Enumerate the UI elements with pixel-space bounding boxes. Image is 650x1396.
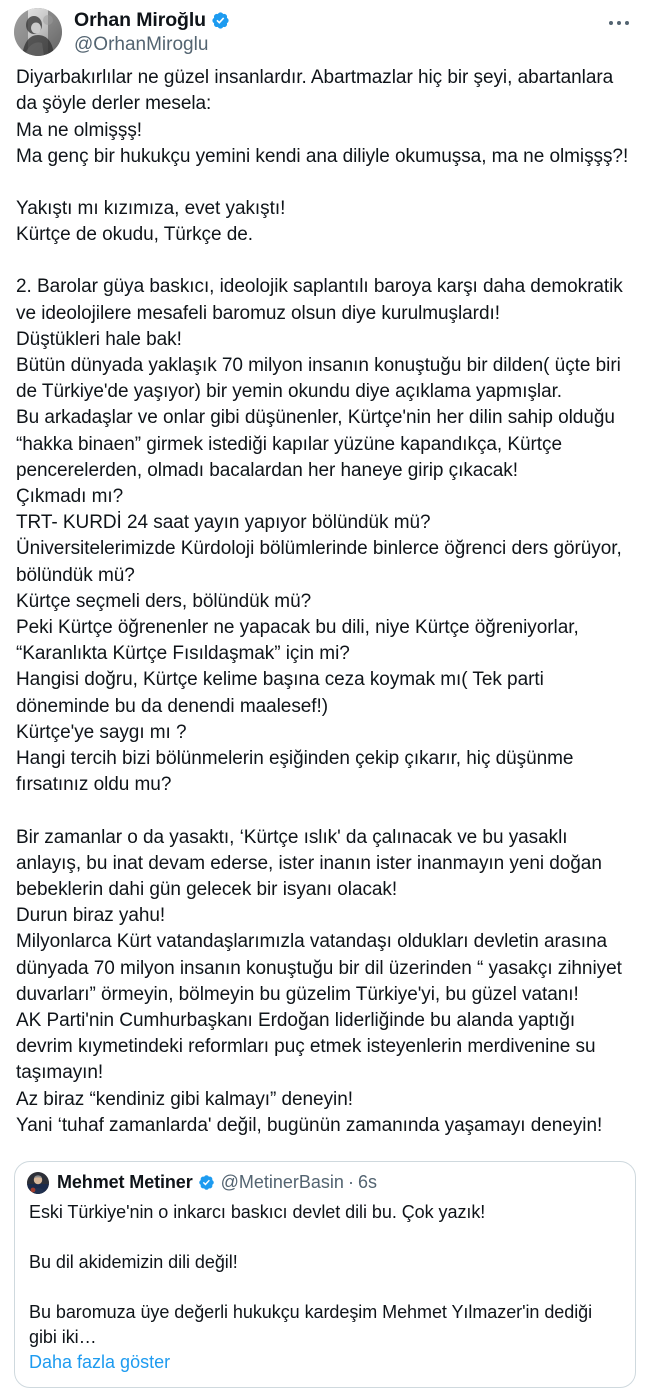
more-dot <box>617 21 621 25</box>
tweet-paragraph <box>16 196 634 248</box>
avatar-photo <box>14 8 62 56</box>
tweet-line: Az biraz “kendiniz gibi kalmayı” deneyin! <box>16 1088 353 1110</box>
quoted-separator: · <box>347 1172 354 1193</box>
quoted-display-name[interactable]: Mehmet Metiner <box>57 1172 193 1193</box>
author-name-row <box>74 9 230 31</box>
tweet-line: Peki Kürtçe öğrenenler ne yapacak bu dili, niye Kürtçe öğreniyorlar, “Karanlıkta Kürtçe Fısıldaşmak” için mi? <box>16 617 579 665</box>
more-dot <box>625 21 629 25</box>
tweet-line: Bu arkadaşlar ve onlar gibi düşünenler, Kürtçe'nin her dilin sahip olduğu “hakka binaen” girmek istediği kapılar yüzüne kapandıkça, Kürtçe pencerelerden, olmadı bacalardan her haneye girip çıkacak! <box>16 407 615 481</box>
verified-badge-icon <box>198 1174 215 1191</box>
tweet-line: Çıkmadı mı? <box>16 486 124 508</box>
quoted-timestamp[interactable]: 6s <box>357 1172 377 1193</box>
tweet-line: Durun biraz yahu! <box>16 905 166 927</box>
tweet-line: Kürtçe seçmeli ders, bölündük mü? <box>16 590 312 612</box>
tweet-paragraph <box>16 825 634 1139</box>
tweet-header <box>14 6 636 57</box>
tweet-line: Üniversitelerimizde Kürdoloji bölümlerinde binlerce öğrenci ders görüyor, bölündük mü? <box>16 538 622 586</box>
author-handle[interactable]: @OrhanMiroglu <box>74 34 209 56</box>
more-options-icon[interactable] <box>602 12 636 34</box>
quoted-handle: @MetinerBasin <box>220 1172 344 1193</box>
verified-badge-icon <box>211 11 230 30</box>
quoted-paragraph: Bu baromuza üye değerli hukukçu kardeşim Mehmet Yılmazer'in dediği gibi iki… <box>29 1301 593 1347</box>
quoted-tweet-header <box>27 1172 623 1194</box>
tweet-line: Kürtçe'ye saygı mı ? <box>16 721 187 743</box>
avatar[interactable] <box>14 8 62 56</box>
tweet-paragraph <box>16 274 634 798</box>
more-dot <box>609 21 613 25</box>
quoted-tweet-text <box>27 1200 623 1350</box>
tweet-line: Yani ‘tuhaf zamanlarda' değil, bugünün zamanında yaşamayı deneyin! <box>16 1114 603 1136</box>
tweet-line: TRT- KURDİ 24 saat yayın yapıyor bölündük mü? <box>16 512 431 534</box>
tweet-line: Hangisi doğru, Kürtçe kelime başına ceza koymak mı( Tek parti döneminde bu da denendi maalesef!) <box>16 669 544 717</box>
tweet-text <box>14 65 636 1139</box>
tweet-line: Milyonlarca Kürt vatandaşlarımızla vatandaşı oldukları devletin arasına dünyada 70 milyon insanın konuştuğu bir dil üzerinden “ yasakçı zihniyet duvarları” örmeyin, bölmeyin bu güzelim Türkiye'yi, bu güzel vatanı! <box>16 931 622 1005</box>
tweet-line: Diyarbakırlılar ne güzel insanlardır. Abartmazlar hiç bir şeyi, abartanlara da şöyle derler mesela: <box>16 67 614 115</box>
tweet-line: 2. Barolar güya baskıcı, ideolojik saplantılı baroya karşı daha demokratik ve ideolojilere mesafeli baromuz olsun diye kurulmuşlardı! <box>16 276 623 324</box>
tweet-line: Yakıştı mı kızımıza, evet yakıştı! <box>16 198 286 220</box>
tweet-line: Ma ne olmişşş! <box>16 119 143 141</box>
tweet-line: Düştükleri hale bak! <box>16 328 182 350</box>
tweet-paragraph <box>16 65 634 170</box>
author-identity <box>74 8 230 57</box>
tweet-line: Kürtçe de okudu, Türkçe de. <box>16 224 253 246</box>
show-more-link[interactable]: Daha fazla göster <box>29 1351 171 1372</box>
author-display-name[interactable]: Orhan Miroğlu <box>74 9 206 31</box>
tweet-line: Ma genç bir hukukçu yemini kendi ana diliyle okumuşsa, ma ne olmişşş?! <box>16 145 629 167</box>
quoted-paragraph: Eski Türkiye'nin o inkarcı baskıcı devlet dili bu. Çok yazık! <box>29 1201 486 1222</box>
tweet-line: AK Parti'nin Cumhurbaşkanı Erdoğan liderliğinde bu alanda yaptığı devrim kıymetindeki reformları puç etmek isteyenlerin merdivenine su taşımayın! <box>16 1009 596 1084</box>
tweet-line: Bir zamanlar o da yasaktı, ‘Kürtçe ıslık' da çalınacak ve bu yasaklı anlayış, bu inat devam ederse, ister inanın ister inanmayın yeni doğan bebeklerin dahi gün gelecek bir isyanı olacak! <box>16 826 602 900</box>
tweet-line: Bütün dünyada yaklaşık 70 milyon insanın konuştuğu bir dilden( üçte biri de Türkiye'de yaşıyor) bir yemin okundu diye açıklama yapmışlar. <box>16 355 621 403</box>
avatar-photo <box>27 1172 49 1194</box>
quoted-avatar[interactable] <box>27 1172 49 1194</box>
quoted-paragraph: Bu dil akidemizin dili değil! <box>29 1251 238 1272</box>
tweet-line: Hangi tercih bizi bölünmelerin eşiğinden çekip çıkarır, hiç düşünme fırsatınız oldu mu? <box>16 748 574 796</box>
